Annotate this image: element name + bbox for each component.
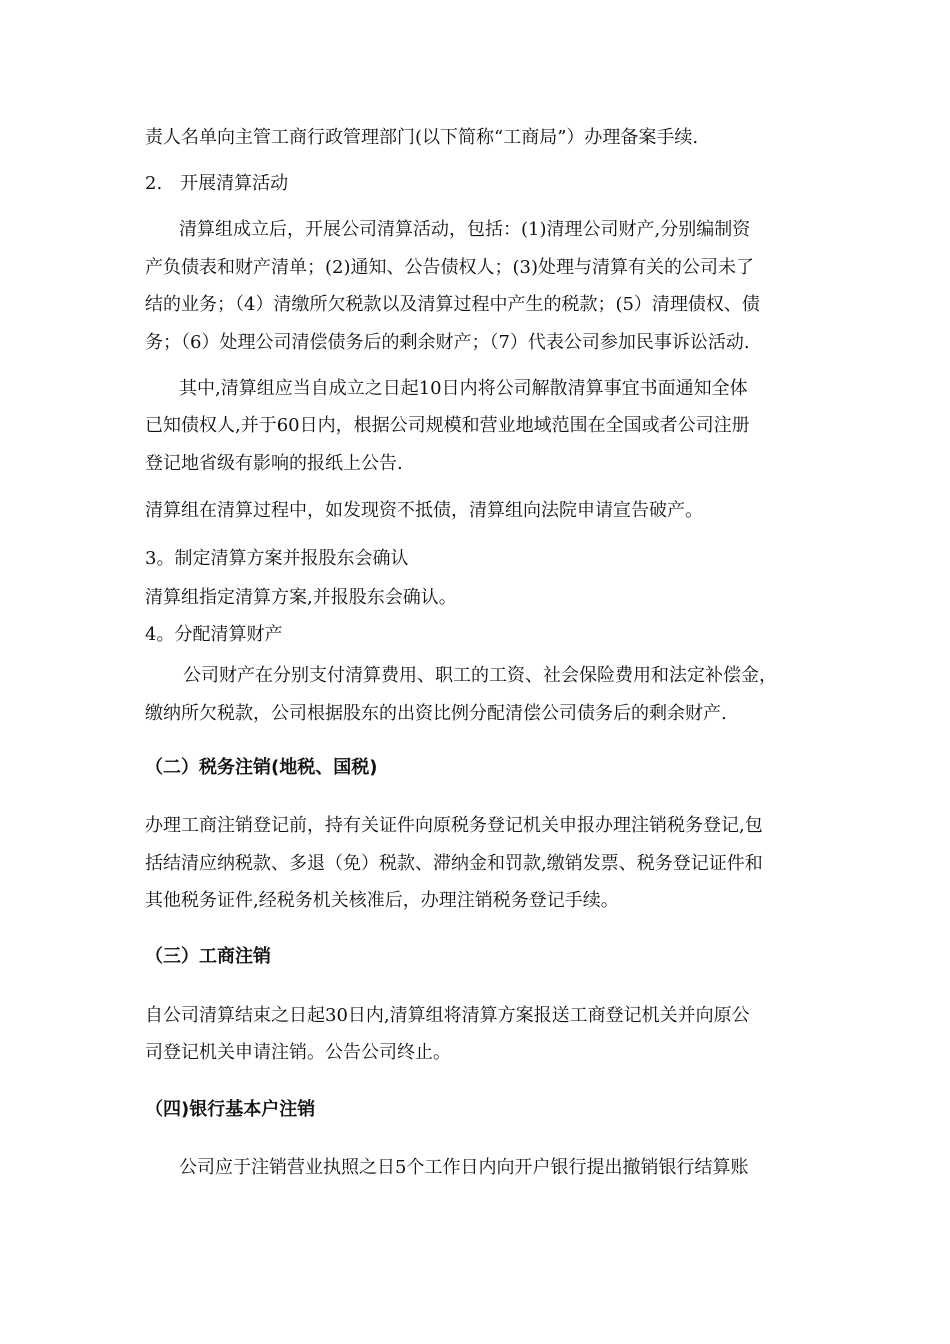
paragraph-line: 自公司清算结束之日起30日内,清算组将清算方案报送工商登记机关并向原公 [145,1005,750,1026]
paragraph-line: 登记地省级有影响的报纸上公告. [145,453,403,474]
paragraph-line: 公司财产在分别支付清算费用、职工的工资、社会保险费用和法定补偿金， [183,665,777,686]
paragraph-line: 产负债表和财产清单；(2)通知、公告债权人；(3)处理与清算有关的公司未了 [145,257,754,278]
paragraph-line: 公司应于注销营业执照之日5个工作日内向开户银行提出撤销银行结算账 [179,1157,749,1178]
paragraph-line: 务；（6）处理公司清偿债务后的剩余财产；（7）代表公司参加民事诉讼活动. [145,332,750,353]
paragraph-line: 办理工商注销登记前，持有关证件向原税务登记机关申报办理注销税务登记,包 [145,815,763,836]
paragraph-line: 其他税务证件,经税务机关核准后，办理注销税务登记手续。 [145,890,619,911]
paragraph-line: 清算组指定清算方案,并报股东会确认。 [145,587,457,608]
paragraph-line: 清算组成立后，开展公司清算活动，包括：(1)清理公司财产,分别编制资 [179,219,751,240]
list-item-heading: 4。分配清算财产 [145,624,283,645]
paragraph-line: 括结清应纳税款、多退（免）税款、滞纳金和罚款,缴销发票、税务登记证件和 [145,853,763,874]
section-heading: （三）工商注销 [145,946,271,967]
list-item-heading: 2. 开展清算活动 [145,173,289,194]
paragraph-line: 已知债权人,并于60日内，根据公司规模和营业地域范围在全国或者公司注册 [145,415,750,436]
paragraph-line: 清算组在清算过程中，如发现资不抵债，清算组向法院申请宣告破产。 [145,500,703,521]
section-heading: （二）税务注销(地税、国税) [145,757,378,778]
paragraph-line: 司登记机关申请注销。公告公司终止。 [145,1042,451,1063]
section-heading: （四)银行基本户注销 [145,1099,316,1120]
paragraph-line: 责人名单向主管工商行政管理部门(以下简称“工商局”）办理备案手续. [145,127,699,148]
paragraph-line: 其中,清算组应当自成立之日起10日内将公司解散清算事宜书面通知全体 [179,378,748,399]
list-item-heading: 3。制定清算方案并报股东会确认 [145,548,409,569]
paragraph-line: 缴纳所欠税款，公司根据股东的出资比例分配清偿公司债务后的剩余财产. [145,703,727,724]
paragraph-line: 结的业务；（4）清缴所欠税款以及清算过程中产生的税款；(5）清理债权、债 [145,294,760,315]
